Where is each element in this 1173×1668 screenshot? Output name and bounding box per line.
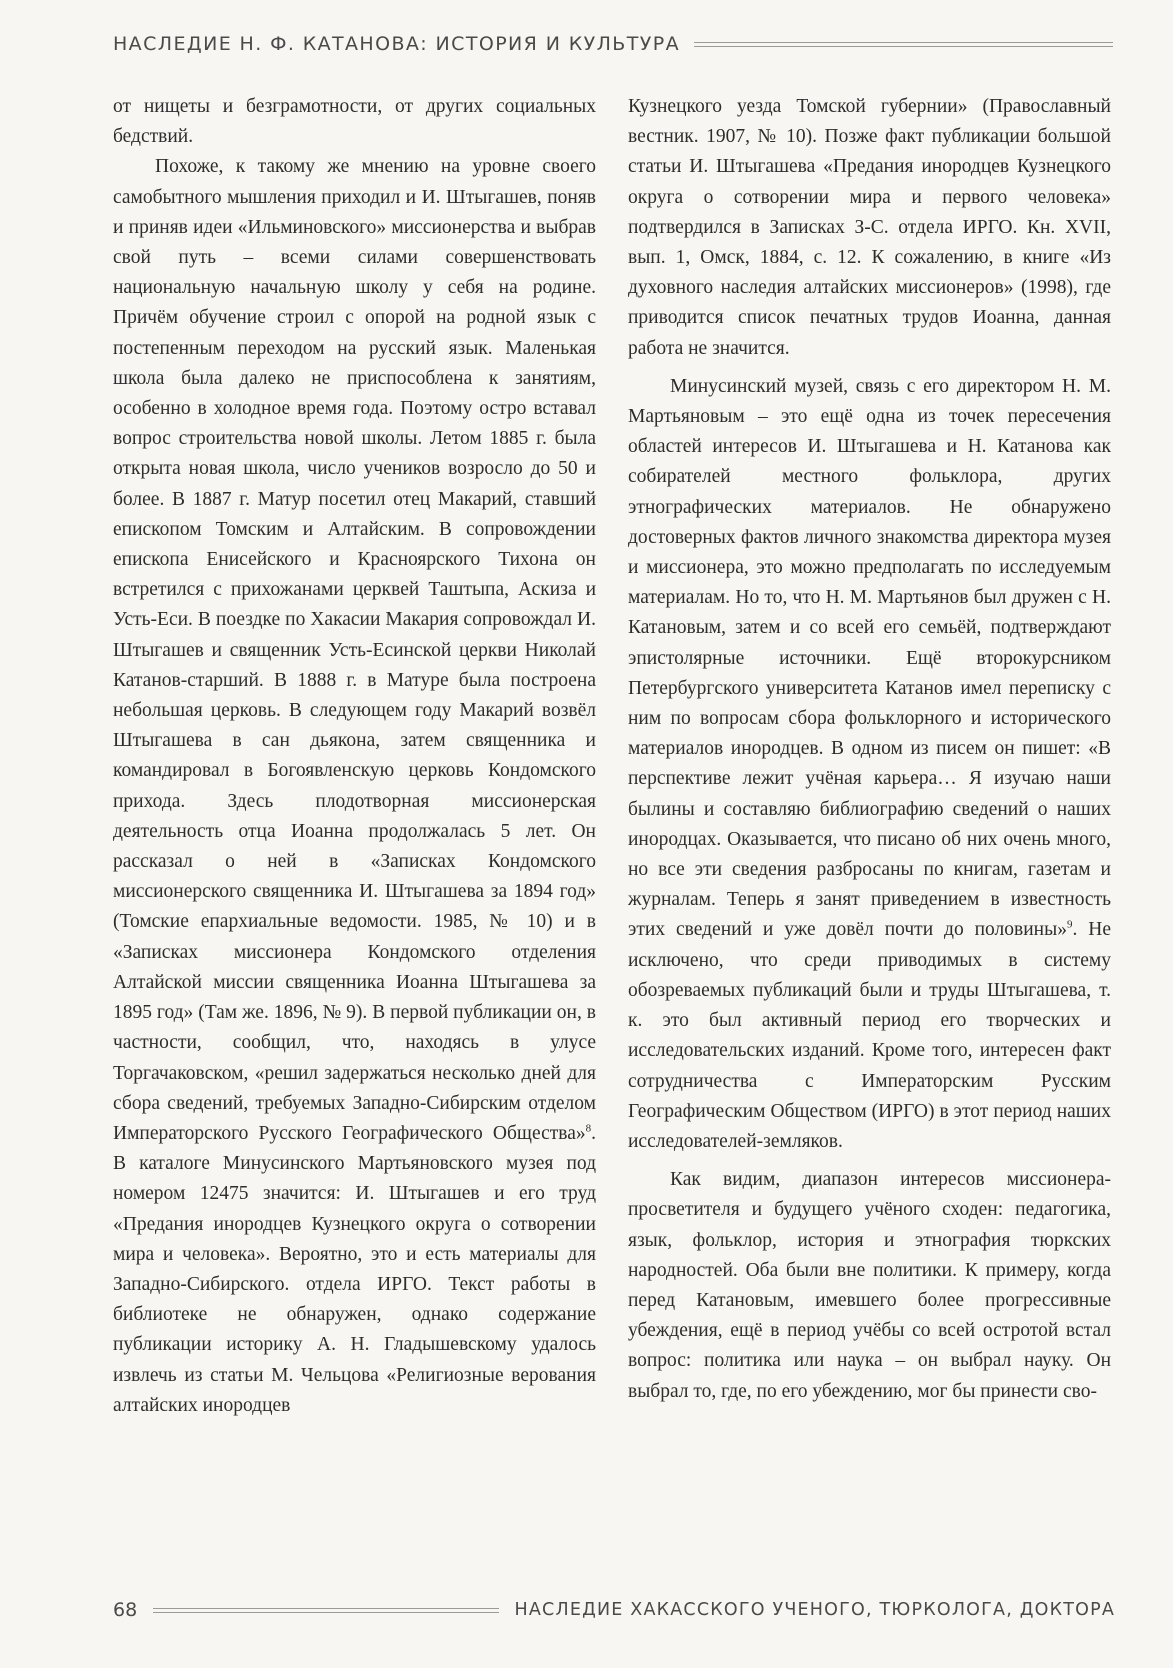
running-header bbox=[113, 30, 1113, 58]
right-paragraph-2-text-b: . Не исключено, что среди приводимых в систему обозреваемых публикаций были и труды Штыгашева, т. к. это был активный период его творческих и исследовательских изданий. Кроме того, интересен факт сотрудничества с Императорским Русским Географическим Обществом (ИРГО) в этот период наших исследователей-земляков. bbox=[628, 919, 1111, 1152]
left-paragraph-2-text-a: Похоже, к такому же мнению на уровне своего самобытного мышления приходил и И. Штыгашев, поняв и приняв идеи «Ильминовского» миссионерства и выбрав свой путь – всеми силами совершенствовать национальную начальную школу у себя на родине. Причём обучение строил с опорой на родной язык с постепенным переходом на русский язык. Маленькая школа была далеко не приспособлена к занятиям, особенно в холодное время года. Поэтому остро вставал вопрос строительства новой школы. Летом 1885 г. была открыта новая школа, число учеников возросло до 50 и более. В 1887 г. Матур посетил отец Макарий, ставший епископом Томским и Алтайским. В сопровождении епископа Енисейского и Красноярского Тихона он встретился с прихожанами церквей Таштыпа, Аскиза и Усть-Еси. В поездке по Хакасии Макария сопровождал И. Штыгашев и священник Усть-Есинской церкви Николай Катанов-старший. В 1888 г. в Матуре была построена небольшая церковь. В следующем году Макарий возвёл Штыгашева в сан дьякона, затем священника и командировал в Богоявленскую церковь Кондомского прихода. Здесь плодотворная миссионерская деятельность отца Иоанна продолжалась 5 лет. Он рассказал о ней в «Записках Кондомского миссионерского священника И. Штыгашева за 1894 год» (Томские епархиальные ведомости. 1985, № 10) и в «Записках миссионера Кондомского отделения Алтайской миссии священника Иоанна Штыгашева за 1895 год» (Там же. 1896, № 9). В первой публикации он, в частности, сообщил, что, находясь в улусе Торгачаковском, «решил задержаться несколько дней для сбора сведений, требуемых Западно-Сибирским отделом Императорского Русского Географического Общества» bbox=[113, 156, 596, 1144]
footer-rule bbox=[153, 1608, 498, 1613]
right-paragraph-2-text-a: Минусинский музей, связь с его директором Н. М. Мартьяновым – это ещё одна из точек пересечения областей интересов И. Штыгашева и Н. Катанова как собирателей местного фольклора, других этнографических материалов. Не обнаружено достоверных фактов личного знакомства директора музея и миссионера, это можно предполагать по исследуемым материалам. Но то, что Н. М. Мартьянов был дружен с Н. Катановым, затем и со всей его семьёй, подтверждают эпистолярные источники. Ещё второкурсником Петербургского университета Катанов имел переписку с ним по вопросам сбора фольклорного и исторического материалов инородцев. В одном из писем он пишет: «В перспективе лежит учёная карьера… Я изучаю наши былины и составляю библиографию сведений о наших инородцах. Оказывается, что писано об них очень много, но все эти сведения разбросаны по книгам, газетам и журналам. Теперь я занят приведением в известность этих сведений и уже довёл почти до половины» bbox=[628, 375, 1111, 941]
footnote-marker-9: 9 bbox=[1066, 918, 1073, 931]
page-number: 68 bbox=[113, 1599, 138, 1621]
running-footer-title: НАСЛЕДИЕ ХАКАССКОГО УЧЕНОГО, ТЮРКОЛОГА, ДОКТОРА bbox=[514, 1600, 1115, 1620]
left-paragraph-2-text-b: . В каталоге Минусинского Мартьяновского музея под номером 12475 значится: И. Штыгашев и его труд «Предания инородцев Кузнецкого округа о сотворении мира и человека». Вероятно, это и есть материалы для Западно-Сибирского. отдела ИРГО. Текст работы в библиотеке не обнаружен, однако содержание публикации историку А. Н. Гладышевскому удалось извлечь из статьи М. Чельцова «Религиозные верования алтайских инородцев bbox=[113, 1122, 596, 1416]
left-column bbox=[113, 92, 596, 1557]
header-rule bbox=[694, 42, 1113, 47]
left-paragraph-1: от нищеты и безграмотности, от других социальных бедствий. bbox=[113, 96, 596, 148]
right-paragraph-1: Кузнецкого уезда Томской губернии» (Православный вестник. 1907, № 10). Позже факт публикации большой статьи И. Штыгашева «Предания инородцев Кузнецкого округа о сотворении мира и первого человека» подтвердился в Записках З-С. отдела ИРГО. Кн. XVII, вып. 1, Омск, 1884, с. 12. К сожалению, в книге «Из духовного наследия алтайских миссионеров» (1998), где приводится список печатных трудов Иоанна, данная работа не значится. bbox=[628, 96, 1111, 359]
running-header-title: НАСЛЕДИЕ Н. Ф. КАТАНОВА: ИСТОРИЯ И КУЛЬТУРА bbox=[113, 33, 680, 55]
running-footer bbox=[113, 1596, 1115, 1624]
right-paragraph-2 bbox=[628, 372, 1111, 1157]
right-paragraph-3: Как видим, диапазон интересов миссионера-просветителя и будущего учёного сходен: педагогика, язык, фольклор, история и этнография тюркских народностей. Оба были вне политики. К примеру, когда перед Катановым, имевшего более прогрессивные убеждения, ещё в период учёбы со всей остротой встал вопрос: политика или наука – он выбрал науку. Он выбрал то, где, по его убеждению, мог бы принести сво- bbox=[628, 1169, 1111, 1402]
right-column bbox=[628, 92, 1111, 1557]
left-paragraph-2 bbox=[113, 152, 596, 1421]
footnote-marker-8: 8 bbox=[585, 1122, 592, 1135]
